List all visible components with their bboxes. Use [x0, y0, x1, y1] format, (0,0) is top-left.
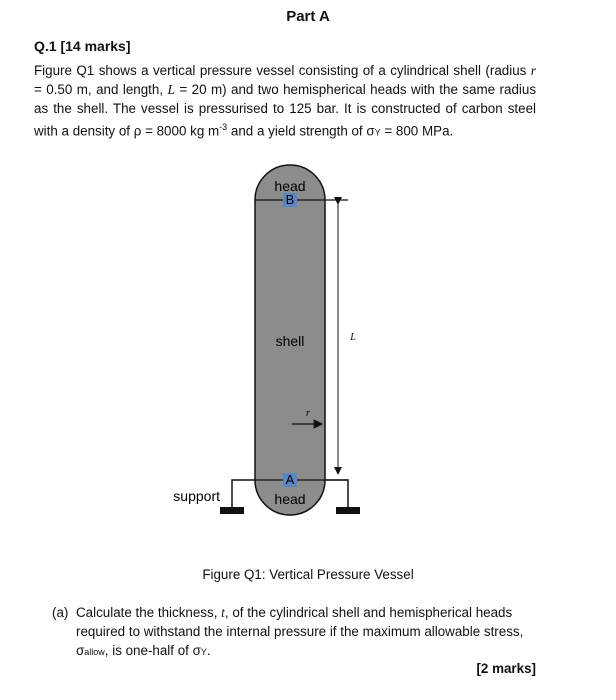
- left-support-foot: [220, 507, 244, 514]
- part-a-text-3: , is one-half of σ: [104, 643, 201, 658]
- part-a-text-1: Calculate the thickness,: [76, 605, 222, 620]
- label-b: B: [285, 192, 295, 207]
- intro-text-2: = 0.50 m, and length,: [34, 82, 168, 97]
- length-symbol: L: [167, 82, 175, 97]
- right-support-foot: [336, 507, 360, 514]
- part-a-text-4: .: [206, 643, 211, 658]
- pressure-vessel-figure: [150, 160, 410, 525]
- figure-caption: Figure Q1: Vertical Pressure Vessel: [202, 567, 414, 582]
- label-shell: shell: [275, 333, 305, 349]
- label-head-top: head: [274, 178, 306, 194]
- left-support-leg: [232, 480, 255, 508]
- part-title: Part A: [286, 8, 330, 25]
- part-a-question: [76, 603, 536, 662]
- density-exponent: -3: [219, 122, 228, 132]
- intro-text-1: Figure Q1 shows a vertical pressure vessel consisting of a cylindrical shell (radius: [34, 63, 527, 78]
- question-header: Q.1 [14 marks]: [34, 38, 131, 54]
- label-head-bottom: head: [274, 491, 306, 507]
- part-a-text-2: , of the cylindrical shell and hemispherical heads required to withstand the internal pressure if the maximum allowable stress, σ: [76, 605, 524, 658]
- part-a-label: (a): [52, 605, 69, 620]
- intro-text-3: = 20 m) and two hemispherical heads with the same radius as the shell. The vessel is pressurised to 125 bar. It is constructed of carbon steel with a density of ρ = 8000 kg m: [34, 82, 537, 139]
- thickness-symbol: t: [221, 605, 225, 620]
- label-l: L: [350, 332, 356, 343]
- right-support-leg: [325, 480, 348, 508]
- question-intro: [34, 61, 536, 142]
- radius-symbol: r: [530, 63, 536, 78]
- label-r: r: [306, 408, 310, 419]
- label-support: support: [173, 488, 220, 504]
- intro-text-4: and a yield strength of σ: [227, 123, 375, 139]
- marks-badge: [2 marks]: [476, 661, 536, 676]
- label-a: A: [285, 472, 295, 487]
- yield-subscript: Y: [374, 127, 381, 138]
- allow-subscript: allow: [84, 647, 105, 657]
- yield-subscript-a: Y: [200, 647, 207, 657]
- intro-text-5: = 800 MPa.: [380, 123, 454, 139]
